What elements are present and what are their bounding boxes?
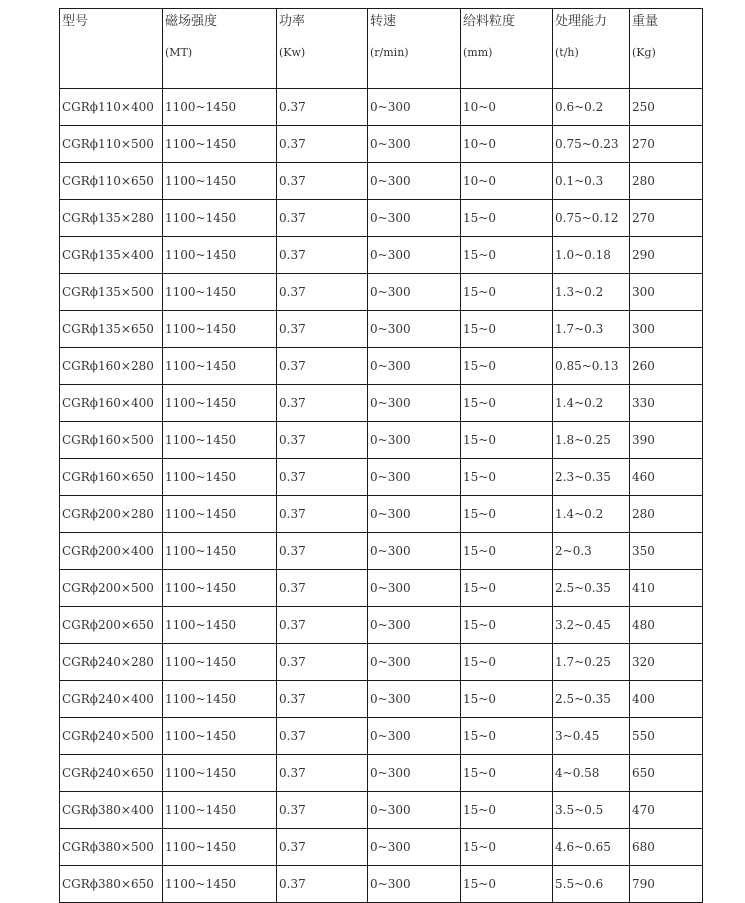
cell-power: 0.37	[277, 533, 368, 570]
cell-magnetic-field: 1100~1450	[163, 496, 277, 533]
cell-magnetic-field: 1100~1450	[163, 755, 277, 792]
cell-feed-size: 10~0	[461, 126, 553, 163]
col-header-name: 功率	[279, 14, 306, 29]
cell-model: CGRϕ240×280	[60, 644, 163, 681]
cell-weight: 280	[630, 496, 703, 533]
cell-feed-size: 15~0	[461, 311, 553, 348]
table-row	[60, 755, 703, 792]
cell-weight: 250	[630, 89, 703, 126]
cell-power: 0.37	[277, 237, 368, 274]
cell-speed: 0~300	[368, 681, 461, 718]
cell-feed-size: 15~0	[461, 237, 553, 274]
cell-speed: 0~300	[368, 126, 461, 163]
cell-capacity: 1.7~0.25	[553, 644, 630, 681]
table-row	[60, 348, 703, 385]
cell-model: CGRϕ240×400	[60, 681, 163, 718]
col-header-feed-size	[461, 9, 553, 89]
col-header-unit: (mm)	[463, 46, 493, 59]
cell-model: CGRϕ110×650	[60, 163, 163, 200]
header-row	[60, 9, 703, 89]
cell-speed: 0~300	[368, 274, 461, 311]
cell-feed-size: 15~0	[461, 200, 553, 237]
cell-magnetic-field: 1100~1450	[163, 348, 277, 385]
col-header-unit: (Kg)	[632, 46, 656, 59]
cell-power: 0.37	[277, 89, 368, 126]
cell-weight: 290	[630, 237, 703, 274]
cell-feed-size: 15~0	[461, 274, 553, 311]
cell-weight: 300	[630, 311, 703, 348]
cell-speed: 0~300	[368, 385, 461, 422]
cell-magnetic-field: 1100~1450	[163, 607, 277, 644]
cell-magnetic-field: 1100~1450	[163, 681, 277, 718]
cell-power: 0.37	[277, 311, 368, 348]
cell-capacity: 0.1~0.3	[553, 163, 630, 200]
col-header-speed	[368, 9, 461, 89]
cell-feed-size: 15~0	[461, 570, 553, 607]
cell-speed: 0~300	[368, 237, 461, 274]
cell-magnetic-field: 1100~1450	[163, 274, 277, 311]
table-row	[60, 311, 703, 348]
cell-feed-size: 15~0	[461, 866, 553, 903]
cell-capacity: 1.4~0.2	[553, 496, 630, 533]
cell-speed: 0~300	[368, 718, 461, 755]
cell-power: 0.37	[277, 200, 368, 237]
cell-power: 0.37	[277, 496, 368, 533]
cell-power: 0.37	[277, 459, 368, 496]
cell-feed-size: 15~0	[461, 533, 553, 570]
cell-capacity: 0.75~0.12	[553, 200, 630, 237]
cell-model: CGRϕ380×400	[60, 792, 163, 829]
cell-magnetic-field: 1100~1450	[163, 126, 277, 163]
cell-power: 0.37	[277, 755, 368, 792]
table-row	[60, 200, 703, 237]
cell-magnetic-field: 1100~1450	[163, 533, 277, 570]
table-row	[60, 792, 703, 829]
cell-weight: 300	[630, 274, 703, 311]
cell-magnetic-field: 1100~1450	[163, 422, 277, 459]
col-header-unit: (r/min)	[370, 46, 409, 59]
cell-magnetic-field: 1100~1450	[163, 718, 277, 755]
cell-capacity: 1.7~0.3	[553, 311, 630, 348]
cell-feed-size: 15~0	[461, 422, 553, 459]
cell-feed-size: 15~0	[461, 348, 553, 385]
cell-speed: 0~300	[368, 422, 461, 459]
table-row	[60, 385, 703, 422]
cell-weight: 330	[630, 385, 703, 422]
cell-weight: 260	[630, 348, 703, 385]
table-row	[60, 126, 703, 163]
table-row	[60, 644, 703, 681]
cell-model: CGRϕ135×650	[60, 311, 163, 348]
col-header-weight	[630, 9, 703, 89]
cell-weight: 680	[630, 829, 703, 866]
cell-power: 0.37	[277, 829, 368, 866]
cell-magnetic-field: 1100~1450	[163, 200, 277, 237]
cell-speed: 0~300	[368, 459, 461, 496]
table-row	[60, 89, 703, 126]
cell-model: CGRϕ135×280	[60, 200, 163, 237]
cell-power: 0.37	[277, 163, 368, 200]
table-row	[60, 829, 703, 866]
cell-model: CGRϕ200×280	[60, 496, 163, 533]
table-body	[60, 89, 703, 903]
cell-feed-size: 15~0	[461, 829, 553, 866]
cell-capacity: 2.5~0.35	[553, 570, 630, 607]
cell-power: 0.37	[277, 866, 368, 903]
cell-weight: 270	[630, 126, 703, 163]
cell-weight: 320	[630, 644, 703, 681]
cell-model: CGRϕ200×500	[60, 570, 163, 607]
table-row	[60, 866, 703, 903]
cell-weight: 410	[630, 570, 703, 607]
col-header-name: 重量	[632, 14, 659, 29]
table-row	[60, 163, 703, 200]
col-header-capacity	[553, 9, 630, 89]
cell-capacity: 2.5~0.35	[553, 681, 630, 718]
cell-model: CGRϕ160×500	[60, 422, 163, 459]
table-row	[60, 718, 703, 755]
cell-magnetic-field: 1100~1450	[163, 792, 277, 829]
col-header-unit: (MT)	[165, 46, 193, 59]
cell-speed: 0~300	[368, 163, 461, 200]
cell-capacity: 3.2~0.45	[553, 607, 630, 644]
cell-model: CGRϕ110×500	[60, 126, 163, 163]
cell-magnetic-field: 1100~1450	[163, 866, 277, 903]
cell-power: 0.37	[277, 126, 368, 163]
col-header-name: 型号	[62, 14, 89, 29]
cell-speed: 0~300	[368, 311, 461, 348]
cell-weight: 350	[630, 533, 703, 570]
cell-feed-size: 10~0	[461, 163, 553, 200]
cell-feed-size: 10~0	[461, 89, 553, 126]
cell-speed: 0~300	[368, 644, 461, 681]
cell-weight: 470	[630, 792, 703, 829]
cell-weight: 650	[630, 755, 703, 792]
cell-model: CGRϕ135×500	[60, 274, 163, 311]
cell-model: CGRϕ160×280	[60, 348, 163, 385]
cell-capacity: 2.3~0.35	[553, 459, 630, 496]
cell-power: 0.37	[277, 274, 368, 311]
cell-speed: 0~300	[368, 348, 461, 385]
cell-model: CGRϕ240×650	[60, 755, 163, 792]
table-row	[60, 422, 703, 459]
cell-weight: 270	[630, 200, 703, 237]
table-row	[60, 607, 703, 644]
cell-weight: 460	[630, 459, 703, 496]
cell-power: 0.37	[277, 422, 368, 459]
cell-model: CGRϕ200×400	[60, 533, 163, 570]
cell-power: 0.37	[277, 681, 368, 718]
cell-speed: 0~300	[368, 866, 461, 903]
cell-model: CGRϕ380×500	[60, 829, 163, 866]
col-header-unit: (t/h)	[555, 46, 579, 59]
cell-capacity: 1.3~0.2	[553, 274, 630, 311]
cell-weight: 390	[630, 422, 703, 459]
col-header-name: 磁场强度	[165, 14, 218, 29]
cell-feed-size: 15~0	[461, 644, 553, 681]
cell-capacity: 4.6~0.65	[553, 829, 630, 866]
cell-magnetic-field: 1100~1450	[163, 311, 277, 348]
cell-speed: 0~300	[368, 829, 461, 866]
col-header-name: 处理能力	[555, 14, 608, 29]
cell-weight: 400	[630, 681, 703, 718]
cell-power: 0.37	[277, 718, 368, 755]
cell-magnetic-field: 1100~1450	[163, 163, 277, 200]
cell-feed-size: 15~0	[461, 459, 553, 496]
cell-capacity: 0.6~0.2	[553, 89, 630, 126]
cell-feed-size: 15~0	[461, 607, 553, 644]
cell-speed: 0~300	[368, 570, 461, 607]
cell-magnetic-field: 1100~1450	[163, 644, 277, 681]
table-row	[60, 237, 703, 274]
cell-feed-size: 15~0	[461, 385, 553, 422]
cell-speed: 0~300	[368, 792, 461, 829]
cell-model: CGRϕ135×400	[60, 237, 163, 274]
cell-speed: 0~300	[368, 755, 461, 792]
spec-table	[59, 8, 703, 903]
col-header-name: 给料粒度	[463, 14, 516, 29]
cell-magnetic-field: 1100~1450	[163, 829, 277, 866]
cell-feed-size: 15~0	[461, 755, 553, 792]
cell-power: 0.37	[277, 644, 368, 681]
col-header-unit: (Kw)	[279, 46, 306, 59]
cell-capacity: 1.8~0.25	[553, 422, 630, 459]
cell-model: CGRϕ160×400	[60, 385, 163, 422]
cell-feed-size: 15~0	[461, 718, 553, 755]
cell-power: 0.37	[277, 385, 368, 422]
cell-speed: 0~300	[368, 89, 461, 126]
cell-capacity: 0.85~0.13	[553, 348, 630, 385]
cell-power: 0.37	[277, 348, 368, 385]
table-row	[60, 496, 703, 533]
cell-power: 0.37	[277, 570, 368, 607]
cell-weight: 550	[630, 718, 703, 755]
cell-feed-size: 15~0	[461, 681, 553, 718]
cell-capacity: 1.0~0.18	[553, 237, 630, 274]
cell-weight: 790	[630, 866, 703, 903]
cell-magnetic-field: 1100~1450	[163, 237, 277, 274]
cell-speed: 0~300	[368, 496, 461, 533]
cell-capacity: 2~0.3	[553, 533, 630, 570]
cell-model: CGRϕ160×650	[60, 459, 163, 496]
table-row	[60, 681, 703, 718]
cell-weight: 280	[630, 163, 703, 200]
cell-weight: 480	[630, 607, 703, 644]
cell-feed-size: 15~0	[461, 792, 553, 829]
cell-capacity: 1.4~0.2	[553, 385, 630, 422]
cell-capacity: 3~0.45	[553, 718, 630, 755]
table-row	[60, 274, 703, 311]
cell-magnetic-field: 1100~1450	[163, 570, 277, 607]
cell-speed: 0~300	[368, 607, 461, 644]
table-row	[60, 533, 703, 570]
cell-magnetic-field: 1100~1450	[163, 385, 277, 422]
cell-magnetic-field: 1100~1450	[163, 459, 277, 496]
cell-capacity: 5.5~0.6	[553, 866, 630, 903]
col-header-magnetic-field	[163, 9, 277, 89]
cell-model: CGRϕ200×650	[60, 607, 163, 644]
cell-speed: 0~300	[368, 533, 461, 570]
cell-model: CGRϕ240×500	[60, 718, 163, 755]
cell-magnetic-field: 1100~1450	[163, 89, 277, 126]
cell-model: CGRϕ110×400	[60, 89, 163, 126]
cell-power: 0.37	[277, 607, 368, 644]
col-header-name: 转速	[370, 14, 397, 29]
col-header-model	[60, 9, 163, 89]
table-row	[60, 570, 703, 607]
cell-capacity: 0.75~0.23	[553, 126, 630, 163]
table-row	[60, 459, 703, 496]
cell-power: 0.37	[277, 792, 368, 829]
cell-capacity: 3.5~0.5	[553, 792, 630, 829]
cell-speed: 0~300	[368, 200, 461, 237]
cell-feed-size: 15~0	[461, 496, 553, 533]
cell-model: CGRϕ380×650	[60, 866, 163, 903]
col-header-power	[277, 9, 368, 89]
cell-capacity: 4~0.58	[553, 755, 630, 792]
